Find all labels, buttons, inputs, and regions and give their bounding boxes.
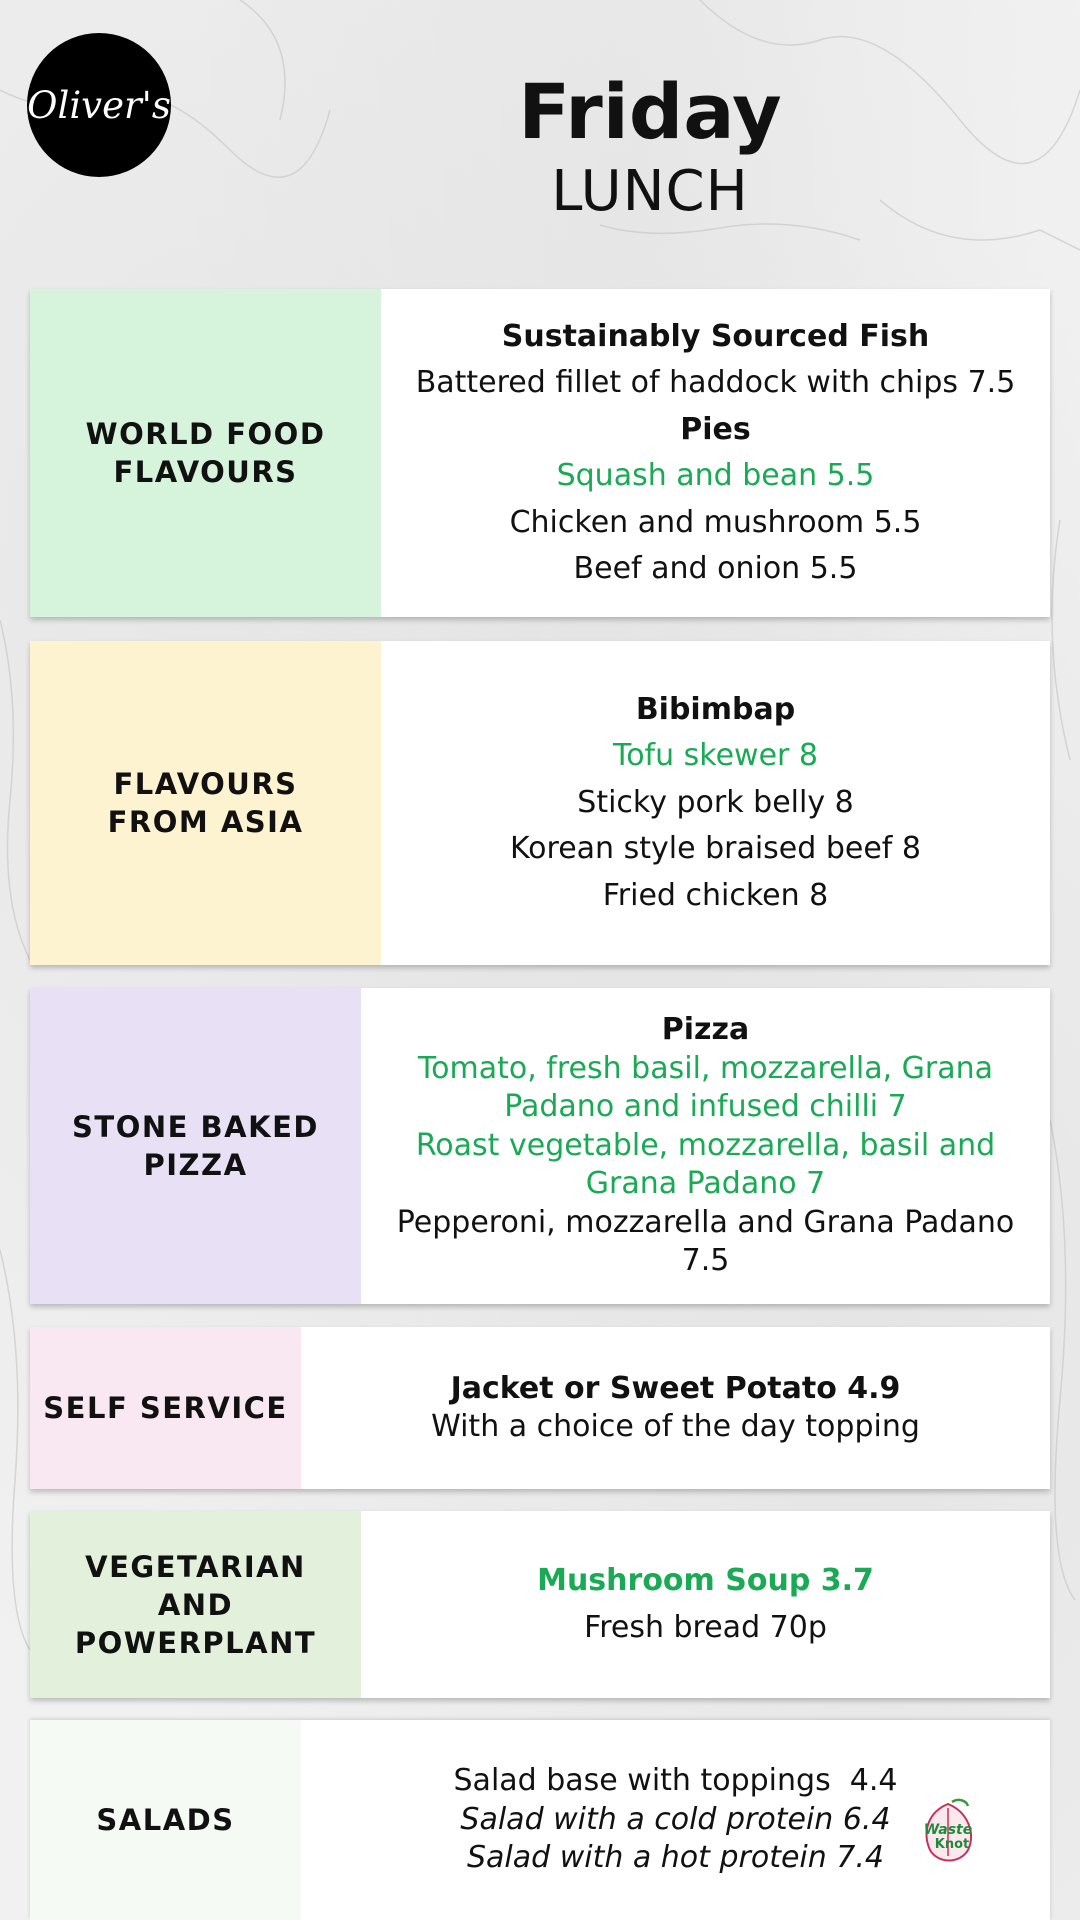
waste-knot-logo-icon (916, 1798, 980, 1868)
menu-item: Battered fillet of haddock with chips 7.5 (415, 365, 1016, 400)
menu-item: Fried chicken 8 (602, 877, 829, 913)
section-label: SALADS (30, 1720, 301, 1920)
menu-heading: Pizza (661, 1012, 750, 1048)
menu-item: Chicken and mushroom 5.5 (509, 504, 922, 540)
section-items (301, 1720, 1050, 1920)
menu-item-vegetarian: Roast vegetable, mozzarella, basil and Grana Padano 7 (415, 1127, 996, 1202)
menu-heading: Pies (680, 411, 751, 447)
section-salads (30, 1720, 1050, 1920)
menu-item: Salad with a cold protein 6.4 (460, 1801, 891, 1837)
section-label: STONE BAKED PIZZA (30, 988, 361, 1304)
section-pizza (30, 988, 1050, 1304)
menu-heading: Sustainably Sourced Fish (501, 318, 930, 354)
section-items (381, 289, 1050, 617)
menu-item-vegetarian: Tomato, fresh basil, mozzarella, Grana Padano and infused chilli 7 (417, 1050, 994, 1125)
section-label: WORLD FOOD FLAVOURS (30, 289, 381, 617)
section-items (301, 1327, 1050, 1489)
section-self-service (30, 1327, 1050, 1489)
section-items (381, 641, 1050, 965)
svg-text:Waste: Waste (923, 1822, 973, 1838)
menu-heading: Bibimbap (635, 691, 796, 727)
menu-item: Salad base with toppings 4.4 (453, 1763, 898, 1799)
svg-text:Knot: Knot (934, 1837, 970, 1852)
section-vegetarian (30, 1511, 1050, 1698)
menu-item: Sticky pork belly 8 (577, 784, 854, 820)
section-items (361, 988, 1050, 1304)
menu-heading: Jacket or Sweet Potato 4.9 (450, 1370, 901, 1406)
section-asia (30, 641, 1050, 965)
menu-item: With a choice of the day topping (431, 1409, 920, 1444)
menu-item: Fresh bread 70p (584, 1609, 827, 1645)
section-world-food (30, 289, 1050, 617)
section-items (361, 1511, 1050, 1698)
olivers-logo (27, 33, 171, 177)
section-label: FLAVOURS FROM ASIA (30, 641, 381, 965)
menu-item: Salad with a hot protein 7.4 (466, 1840, 885, 1876)
menu-item-vegetarian: Tofu skewer 8 (612, 738, 819, 774)
menu-item-vegetarian: Squash and bean 5.5 (556, 458, 875, 493)
menu-item: Beef and onion 5.5 (573, 551, 858, 586)
logo-text: Oliver's (27, 83, 171, 127)
menu-meal: LUNCH (551, 159, 749, 224)
menu-item: Korean style braised beef 8 (510, 831, 921, 867)
section-label: VEGETARIAN AND POWERPLANT (30, 1511, 361, 1698)
menu-day: Friday (518, 67, 782, 156)
section-label: SELF SERVICE (30, 1327, 301, 1489)
menu-item: Pepperoni, mozzarella and Grana Padano 7.5 (396, 1204, 1015, 1279)
menu-heading-vegetarian: Mushroom Soup 3.7 (537, 1563, 874, 1598)
